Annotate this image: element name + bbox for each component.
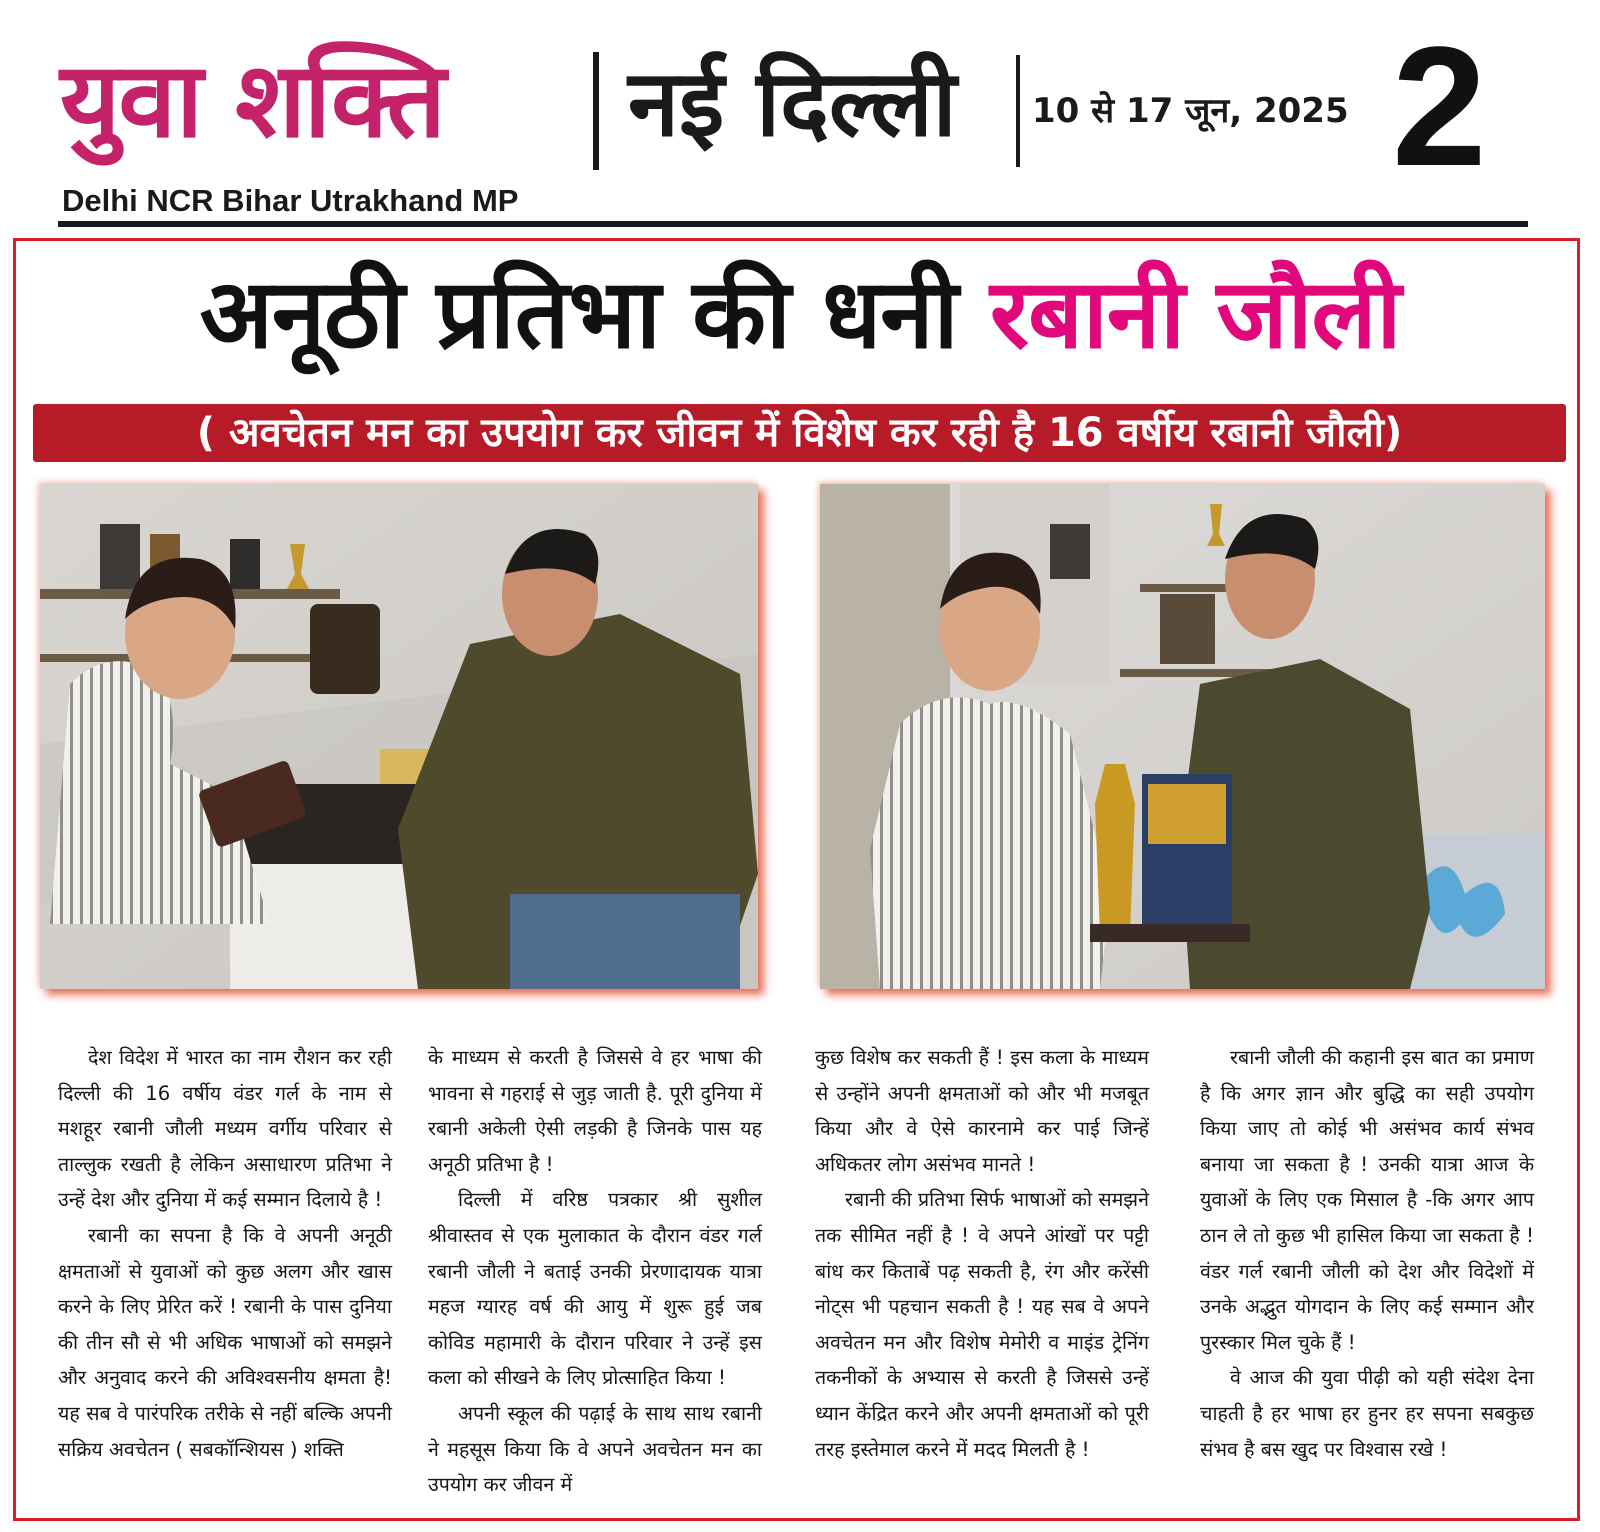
masthead	[0, 0, 1600, 230]
article-column-3	[815, 1040, 1149, 1467]
article-paragraph: रबानी का सपना है कि वे अपनी अनूठी क्षमताओं से युवाओं को कुछ अलग और खास करने के लिए प्रेरित करें ! रबानी के पास दुनिया की तीन सौ से भी अधिक भाषाओं को समझने और अनुवाद करने की अविश्वसनीय क्षमता है! यह सब वे पारंपरिक तरीके से नहीं बल्कि अपनी सक्रिय अवचेतन ( सबकॉन्शियस ) शक्ति	[58, 1223, 392, 1461]
issue-date: 10 से 17 जून, 2025	[1032, 91, 1349, 131]
headline-name: रबानी जौली	[989, 258, 1401, 370]
article-paragraph: दिल्ली में वरिष्ठ पत्रकार श्री सुशील श्रीवास्तव से एक मुलाकात के दौरान वंडर गर्ल रबानी जौली ने बताई उनकी प्रेरणादायक यात्रा महज ग्यारह वर्ष की आयु में शुरू हुई जब कोविड महामारी के दौरान परिवार ने उन्हें इस कला को सीखने के लिए प्रोत्साहित किया !	[428, 1188, 762, 1390]
article-column-1	[58, 1040, 392, 1467]
masthead-rule	[58, 221, 1528, 227]
article-paragraph: कुछ विशेष कर सकती हैं ! इस कला के माध्यम से उन्होंने अपनी क्षमताओं को और भी मजबूत किया और वे ऐसे कारनामे कर पाई जिन्हें अधिकतर लोग असंभव मानते !	[815, 1046, 1149, 1176]
headline-main: अनूठी प्रतिभा की धनी	[199, 258, 990, 370]
page-number: 2	[1392, 12, 1487, 202]
article-paragraph: अपनी स्कूल की पढ़ाई के साथ साथ रबानी ने महसूस किया कि वे अपने अवचेतन मन का उपयोग कर जीवन में	[428, 1401, 762, 1497]
article-paragraph: के माध्यम से करती है जिससे वे हर भाषा की भावना से गहराई से जुड़ जाती है. पूरी दुनिया में रबानी अकेली ऐसी लड़की है जिनके पास यह अनूठी प्रतिभा है !	[428, 1046, 762, 1176]
article-column-2	[428, 1040, 762, 1503]
newspaper-brand: युवा शक्ति	[60, 39, 444, 161]
article-paragraph: देश विदेश में भारत का नाम रौशन कर रही दिल्ली की 16 वर्षीय वंडर गर्ल के नाम से मशहूर रबानी जौली मध्यम वर्गीय परिवार से ताल्लुक रखती है लेकिन असाधारण प्रतिभा ने उन्हें देश और दुनिया में कई सम्मान दिलाये है !	[58, 1046, 392, 1212]
masthead-divider	[593, 52, 599, 170]
article-paragraph: वे आज की युवा पीढ़ी को यही संदेश देना चाहती है हर भाषा हर हुनर हर सपना सबकुछ संभव है बस खुद पर विश्वास रखे !	[1200, 1366, 1534, 1461]
article-paragraph: रबानी जौली की कहानी इस बात का प्रमाण है कि अगर ज्ञान और बुद्धि का सही उपयोग किया जाए तो कोई भी असंभव कार्य संभव बनाया जा सकता है ! उनकी यात्रा आज के युवाओं के लिए एक मिसाल है -कि अगर आप ठान ले तो कुछ भी हासिल किया जा सकता है ! वंडर गर्ल रबानी जौली को देश और विदेशों में उनके अद्भुत योगदान के लिए कई सम्मान और पुरस्कार मिल चुके हैं !	[1200, 1046, 1534, 1354]
edition-regions: Delhi NCR Bihar Utrakhand MP	[62, 183, 519, 218]
interview-photo-illustration	[40, 484, 758, 989]
award-photo	[820, 484, 1545, 989]
masthead-divider	[1016, 55, 1020, 167]
article-paragraph: रबानी की प्रतिभा सिर्फ भाषाओं को समझने तक सीमित नहीं है ! वे अपने आंखों पर पट्टी बांध कर किताबें पढ़ सकती है, रंग और करेंसी नोट्स भी पहचान सकती है ! यह सब वे अपने अवचेतन मन और विशेष मेमोरी व माइंड ट्रेनिंग तकनीकों के अभ्यास से करती है जिससे उन्हें ध्यान केंद्रित करने और अपनी क्षमताओं को पूरी तरह इस्तेमाल करने में मदद मिलती है !	[815, 1188, 1149, 1461]
edition-city: नई दिल्ली	[628, 50, 957, 157]
article-subheadline: ( अवचेतन मन का उपयोग कर जीवन में विशेष कर रही है 16 वर्षीय रबानी जौली)	[33, 404, 1566, 462]
award-photo-illustration	[820, 484, 1545, 989]
interview-photo	[40, 484, 758, 989]
article-headline	[0, 258, 1600, 370]
article-column-4	[1200, 1040, 1534, 1467]
